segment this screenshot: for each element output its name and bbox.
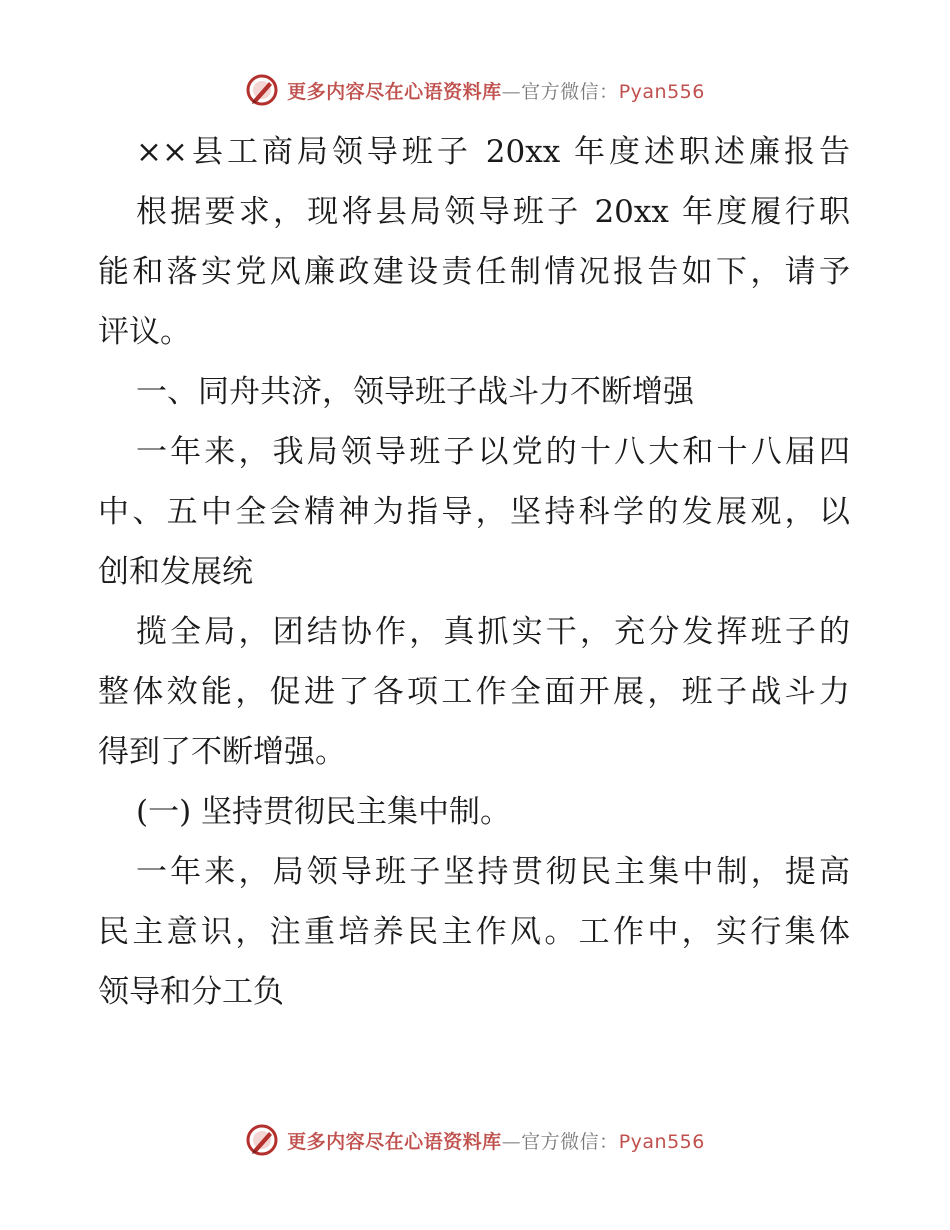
paragraph-line: 根据要求，现将县局领导班子 20xx 年度履行职 (136, 194, 850, 230)
watermark-site: 更多内容尽在心语资料库 (287, 1130, 502, 1153)
footer-watermark (0, 1120, 950, 1160)
watermark-text (287, 77, 705, 104)
watermark-wechat-label: 官方微信： (521, 1130, 619, 1153)
section-heading: 一、同舟共济，领导班子战斗力不断增强 (136, 374, 694, 410)
paragraph-line: 一年来，我局领导班子以党的十八大和十八届四 (136, 434, 850, 470)
watermark-wechat-label: 官方微信： (521, 80, 619, 103)
document-body (98, 122, 850, 1022)
paragraph-line: 整体效能，促进了各项工作全面开展，班子战斗力 (98, 674, 850, 710)
watermark-wechat-id: Pyan556 (618, 1130, 705, 1153)
pen-logo-icon (245, 73, 279, 107)
paragraph-line: 评议。 (98, 314, 191, 350)
paragraph-line: 领导和分工负 (98, 974, 284, 1010)
document-title: ××县工商局领导班子 20xx 年度述职述廉报告 (136, 134, 850, 170)
watermark-dash: — (501, 80, 522, 103)
header-watermark (0, 70, 950, 110)
paragraph-line: 创和发展统 (98, 554, 253, 590)
paragraph-line: 得到了不断增强。 (98, 734, 346, 770)
paragraph-line: 揽全局，团结协作，真抓实干，充分发挥班子的 (136, 614, 850, 650)
watermark-wechat-id: Pyan556 (618, 80, 705, 103)
paragraph-line: 中、五中全会精神为指导，坚持科学的发展观，以 (98, 494, 850, 530)
subsection-heading: (一) 坚持贯彻民主集中制。 (136, 794, 512, 830)
pen-logo-icon (245, 1123, 279, 1157)
watermark-text (287, 1127, 705, 1154)
paragraph-line: 民主意识，注重培养民主作风。工作中，实行集体 (98, 914, 850, 950)
paragraph-line: 一年来，局领导班子坚持贯彻民主集中制，提高 (136, 854, 850, 890)
watermark-dash: — (501, 1130, 522, 1153)
watermark-site: 更多内容尽在心语资料库 (287, 80, 502, 103)
paragraph-line: 能和落实党风廉政建设责任制情况报告如下，请予 (98, 254, 850, 290)
